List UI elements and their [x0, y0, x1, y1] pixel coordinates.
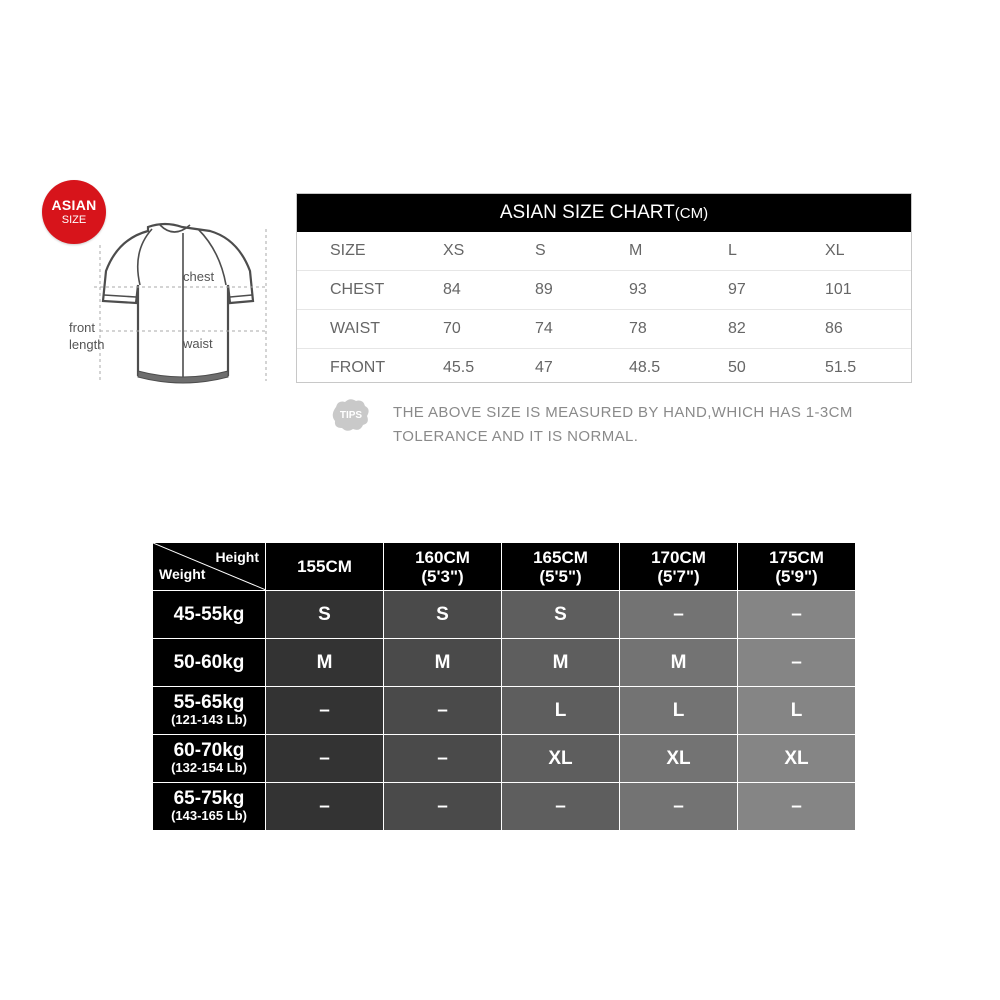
waist-label: waist — [183, 336, 213, 351]
corner-weight-label: Weight — [159, 566, 206, 582]
weight-row-label: 65-75kg (143-165 Lb) — [153, 783, 266, 831]
waist-row — [297, 310, 911, 349]
badge-line2: SIZE — [61, 214, 87, 226]
cell: 78 — [629, 320, 647, 337]
size-cell: – — [738, 591, 856, 639]
front-length-label-line2: length — [69, 337, 105, 352]
size-cell: M — [266, 639, 384, 687]
cell: 82 — [728, 320, 746, 337]
cell: S — [535, 242, 546, 259]
cell: 70 — [443, 320, 461, 337]
cell: 86 — [825, 320, 843, 337]
tips-line2: TOLERANCE AND IT IS NORMAL. — [393, 428, 639, 445]
cell: 93 — [629, 281, 647, 298]
tips-line1: THE ABOVE SIZE IS MEASURED BY HAND,WHICH HAS 1-3CM — [393, 404, 853, 421]
height-weight-size-grid — [152, 542, 856, 831]
tips-icon — [330, 397, 372, 433]
cell: 97 — [728, 281, 746, 298]
tips-note — [393, 401, 953, 449]
cell: 45.5 — [443, 359, 475, 376]
cell: 48.5 — [629, 359, 661, 376]
size-cell: – — [266, 687, 384, 735]
size-cell: – — [620, 783, 738, 831]
chest-label: chest — [183, 269, 215, 284]
front-row — [297, 349, 911, 387]
cell: 84 — [443, 281, 461, 298]
grid-corner-cell — [153, 543, 266, 591]
cell: 89 — [535, 281, 553, 298]
row-label: WAIST — [330, 320, 381, 337]
cell: 51.5 — [825, 359, 857, 376]
size-cell: S — [384, 591, 502, 639]
cell: 101 — [825, 281, 852, 298]
chart-unit: (CM) — [674, 205, 709, 222]
size-cell: – — [384, 783, 502, 831]
size-cell: M — [620, 639, 738, 687]
height-column-header: 155CM — [266, 543, 384, 591]
size-cell: – — [384, 735, 502, 783]
height-column-header: 165CM (5'5") — [502, 543, 620, 591]
jersey-diagram — [60, 215, 290, 395]
asian-size-chart-header — [297, 194, 911, 232]
height-column-header: 160CM (5'3") — [384, 543, 502, 591]
size-cell: – — [502, 783, 620, 831]
size-cell: S — [266, 591, 384, 639]
size-cell: – — [738, 783, 856, 831]
weight-row — [153, 591, 856, 639]
size-cell: L — [502, 687, 620, 735]
size-cell: – — [266, 783, 384, 831]
height-column-header: 175CM (5'9") — [738, 543, 856, 591]
tips-icon-label: TIPS — [339, 410, 363, 421]
cell: 74 — [535, 320, 553, 337]
weight-row-label: 55-65kg (121-143 Lb) — [153, 687, 266, 735]
size-cell: XL — [502, 735, 620, 783]
size-cell: – — [384, 687, 502, 735]
cell: 47 — [535, 359, 553, 376]
height-column-header: 170CM (5'7") — [620, 543, 738, 591]
size-cell: XL — [738, 735, 856, 783]
weight-row — [153, 639, 856, 687]
badge-line1: ASIAN — [51, 197, 97, 213]
size-cell: – — [738, 639, 856, 687]
chart-title: ASIAN SIZE CHART — [499, 202, 675, 223]
weight-row — [153, 735, 856, 783]
size-cell: S — [502, 591, 620, 639]
cell: XS — [443, 242, 465, 259]
size-cell: XL — [620, 735, 738, 783]
corner-height-label: Height — [215, 549, 259, 565]
height-header-row — [153, 543, 856, 591]
size-cell: M — [384, 639, 502, 687]
row-label: FRONT — [330, 359, 386, 376]
size-cell: M — [502, 639, 620, 687]
size-row — [297, 232, 911, 271]
cell: M — [629, 242, 643, 259]
size-cell: L — [738, 687, 856, 735]
chest-row — [297, 271, 911, 310]
weight-row-label: 60-70kg (132-154 Lb) — [153, 735, 266, 783]
weight-row-label: 45-55kg — [153, 591, 266, 639]
cell: L — [728, 242, 737, 259]
size-cell: – — [266, 735, 384, 783]
size-cell: – — [620, 591, 738, 639]
row-label: CHEST — [330, 281, 385, 298]
weight-row — [153, 783, 856, 831]
size-cell: L — [620, 687, 738, 735]
weight-row — [153, 687, 856, 735]
cell: 50 — [728, 359, 746, 376]
asian-size-chart — [296, 193, 912, 383]
cell: XL — [825, 242, 845, 259]
row-label: SIZE — [330, 242, 366, 259]
weight-row-label: 50-60kg — [153, 639, 266, 687]
front-length-label-line1: front — [69, 320, 96, 335]
